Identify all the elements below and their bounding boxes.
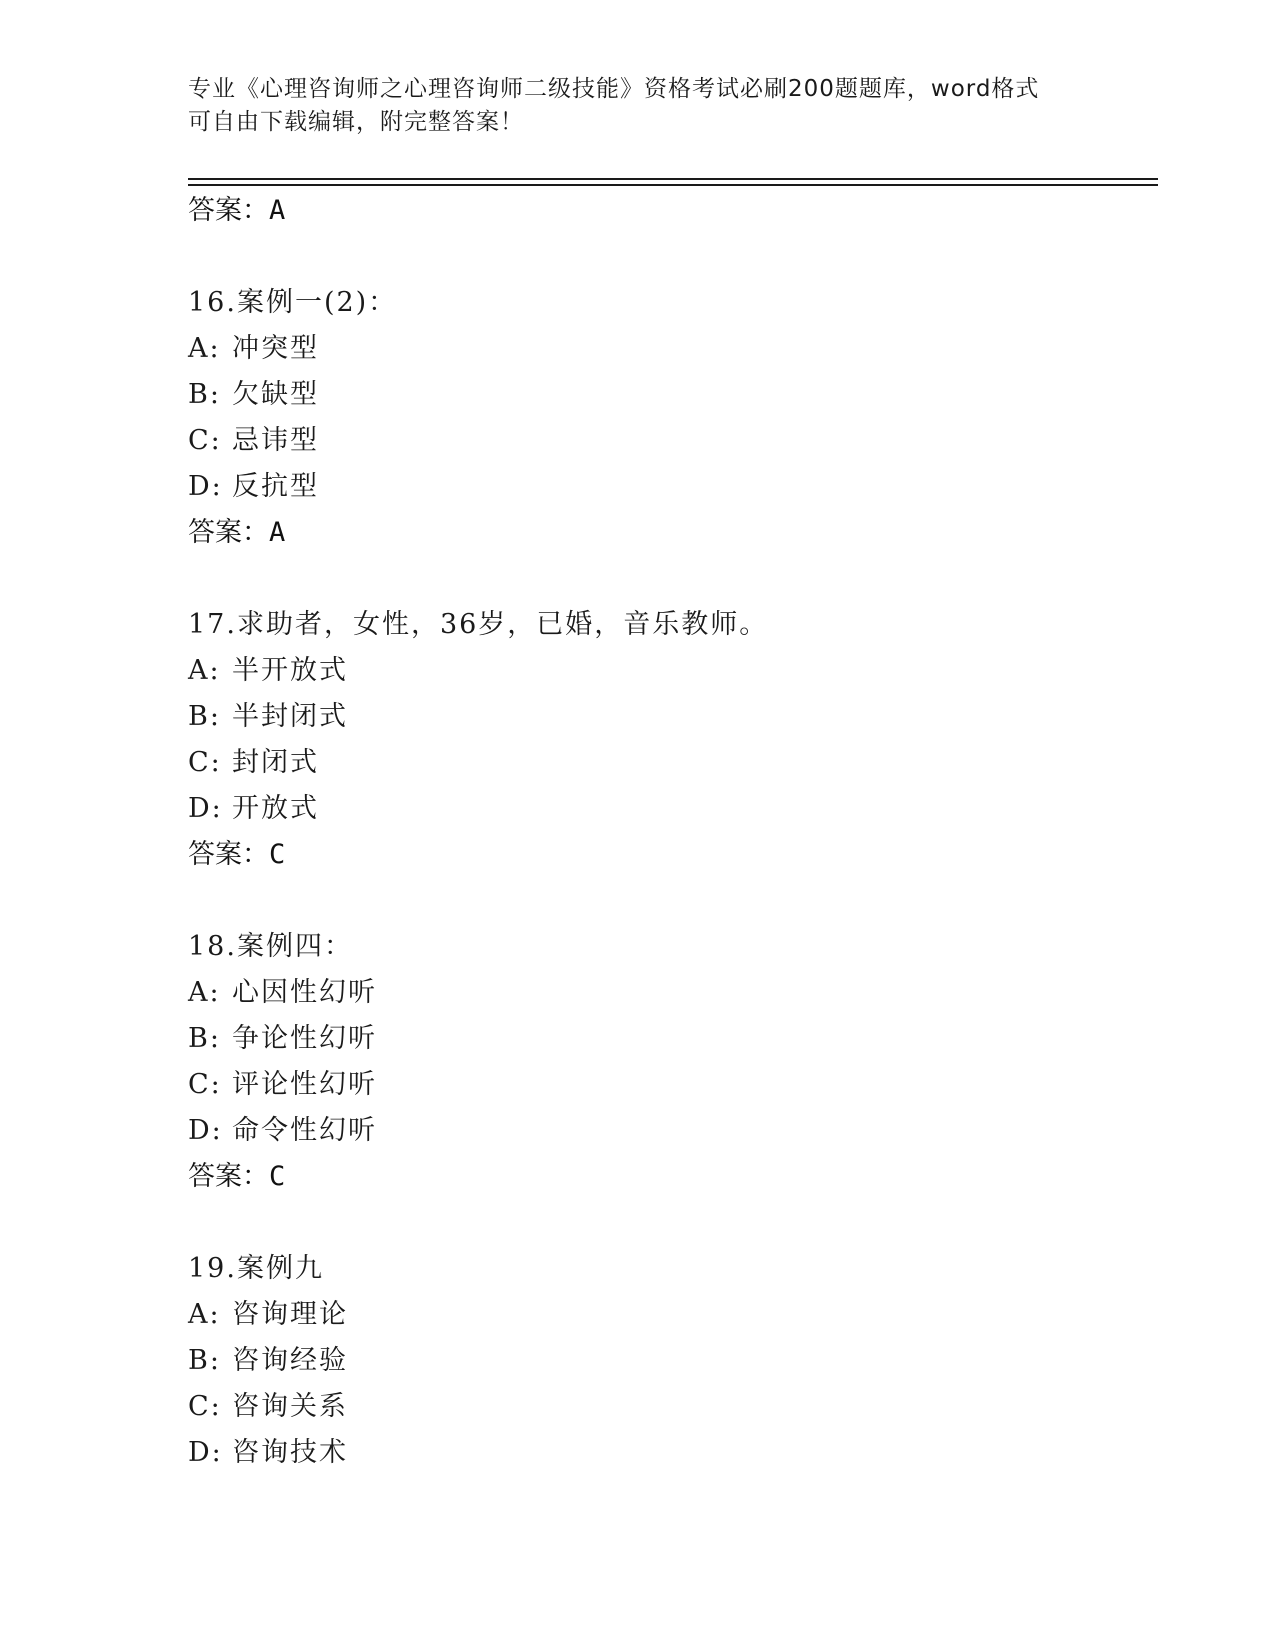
option-a (188, 970, 1158, 1016)
option-d (188, 786, 1158, 832)
option-b (188, 1016, 1158, 1062)
option-c (188, 418, 1158, 464)
option-key: C: (188, 425, 222, 456)
option-a (188, 648, 1158, 694)
answer-line: 答案：C (188, 839, 286, 870)
header-divider-bottom (188, 184, 1158, 186)
option-key: D: (188, 793, 223, 824)
option-d (188, 464, 1158, 510)
option-text: 忌讳型 (232, 425, 319, 456)
question-17 (188, 602, 1158, 878)
option-key: B: (188, 701, 221, 732)
option-text: 半封闭式 (232, 701, 348, 732)
option-text: 心因性幻听 (232, 977, 377, 1008)
header-line-1: 专业《心理咨询师之心理咨询师二级技能》资格考试必刷200题题库，word格式 (188, 76, 1040, 102)
option-key: C: (188, 747, 222, 778)
option-key: A: (188, 1299, 221, 1330)
option-d (188, 1430, 1158, 1476)
option-key: B: (188, 1023, 221, 1054)
option-key: C: (188, 1391, 222, 1422)
option-key: D: (188, 1437, 223, 1468)
option-text: 欠缺型 (232, 379, 319, 410)
answer-line: 答案：C (188, 1161, 286, 1192)
option-c (188, 740, 1158, 786)
option-text: 冲突型 (232, 333, 319, 364)
document-header (188, 73, 1088, 139)
question-18 (188, 924, 1158, 1200)
question-19 (188, 1246, 1158, 1476)
question-title: 16.案例一(2)： (188, 287, 398, 318)
option-key: A: (188, 333, 221, 364)
option-b (188, 694, 1158, 740)
option-text: 咨询技术 (232, 1437, 348, 1468)
option-key: B: (188, 1345, 221, 1376)
question-list (188, 188, 1158, 1476)
answer-line: 答案：A (188, 195, 286, 226)
header-divider-top (188, 178, 1158, 180)
option-a (188, 1292, 1158, 1338)
option-text: 命令性幻听 (232, 1115, 377, 1146)
option-c (188, 1384, 1158, 1430)
option-text: 半开放式 (232, 655, 348, 686)
option-text: 封闭式 (232, 747, 319, 778)
header-line-2: 可自由下载编辑，附完整答案！ (188, 109, 524, 135)
option-key: A: (188, 655, 221, 686)
question-title: 19.案例九 (188, 1253, 324, 1284)
option-text: 评论性幻听 (232, 1069, 377, 1100)
question-title: 17.求助者，女性，36岁，已婚，音乐教师。 (188, 609, 769, 640)
option-b (188, 372, 1158, 418)
option-text: 咨询关系 (232, 1391, 348, 1422)
option-text: 反抗型 (232, 471, 319, 502)
option-a (188, 326, 1158, 372)
option-key: D: (188, 1115, 223, 1146)
answer-line: 答案：A (188, 517, 286, 548)
option-c (188, 1062, 1158, 1108)
option-text: 争论性幻听 (232, 1023, 377, 1054)
option-key: A: (188, 977, 221, 1008)
option-key: B: (188, 379, 221, 410)
option-b (188, 1338, 1158, 1384)
option-text: 咨询理论 (232, 1299, 348, 1330)
option-d (188, 1108, 1158, 1154)
option-text: 咨询经验 (232, 1345, 348, 1376)
option-text: 开放式 (232, 793, 319, 824)
option-key: D: (188, 471, 223, 502)
question-title: 18.案例四： (188, 931, 353, 962)
question-16 (188, 280, 1158, 556)
option-key: C: (188, 1069, 222, 1100)
